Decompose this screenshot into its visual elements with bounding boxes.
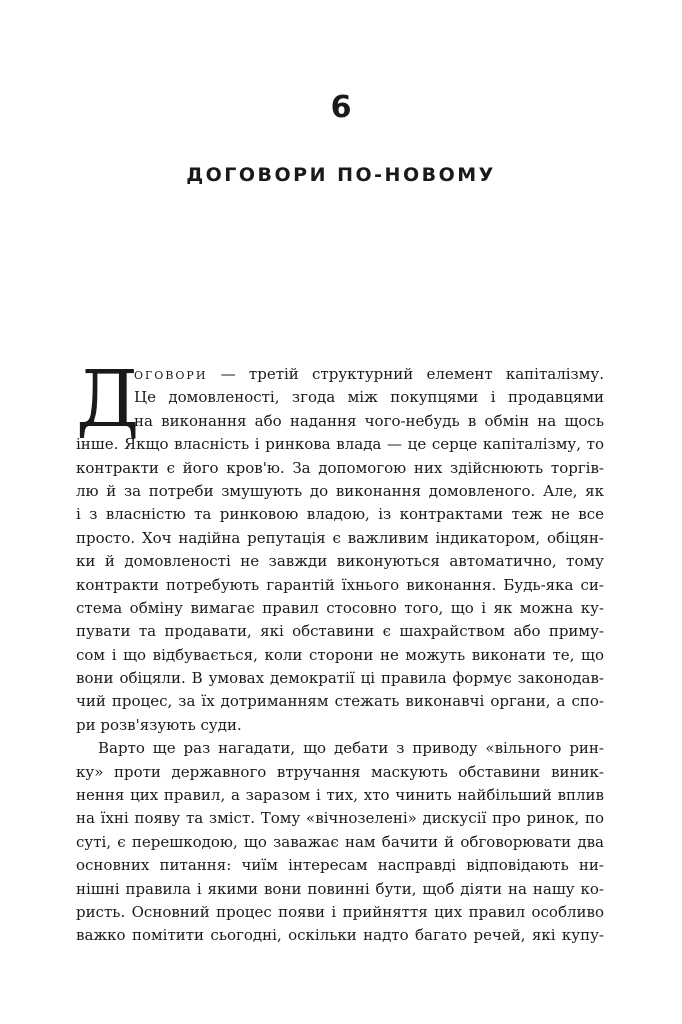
text-line-content: — третій структурний елемент капіталізму. bbox=[207, 365, 604, 383]
text-line: важко помітити сьогодні, оскільки надто багато речей, які купу- bbox=[76, 926, 604, 945]
first-word-small-caps: оговори bbox=[134, 365, 208, 383]
text-line: чий процес, за їх дотриманням стежать виконавчі органи, а спо- bbox=[76, 692, 604, 711]
text-line: Варто ще раз нагадати, що дебати з приводу «вільного рин- bbox=[98, 739, 604, 758]
text-line: нення цих правил, а заразом і тих, хто чинить найбільший вплив bbox=[76, 786, 604, 805]
text-line: ки й домовленості не завжди виконуються автоматично, тому bbox=[76, 552, 604, 571]
text-line: пувати та продавати, які обставини є шахрайством або приму- bbox=[76, 622, 604, 641]
text-line: просто. Хоч надійна репутація є важливим індикатором, обіцян- bbox=[76, 528, 604, 547]
text-line: Це домовленості, згода між покупцями і продавцями bbox=[134, 388, 604, 407]
text-line: основних питання: чиїм інтересам насправді відповідають ни- bbox=[76, 856, 604, 875]
text-line: інше. Якщо власність і ринкова влада — це серце капіталізму, то bbox=[76, 435, 604, 454]
text-line: контракти є його кров'ю. За допомогою них здійснюють торгів- bbox=[76, 458, 604, 477]
chapter-number: 6 bbox=[330, 90, 352, 125]
text-line: лю й за потреби змушують до виконання домовленого. Але, як bbox=[76, 481, 604, 500]
text-line: суті, є перешкодою, що заважає нам бачити й обговорювати два bbox=[76, 832, 604, 851]
text-line: вони обіцяли. В умовах демократії ці правила формує законодав- bbox=[76, 669, 604, 688]
text-line: ку» проти державного втручання маскують обставини виник- bbox=[76, 762, 604, 781]
text-line: на виконання або надання чого-небудь в обмін на щось bbox=[134, 411, 604, 430]
text-line: сом і що відбувається, коли сторони не можуть виконати те, що bbox=[76, 645, 604, 664]
text-line: на їхні появу та зміст. Тому «вічнозелені» дискусії про ринок, по bbox=[76, 809, 604, 828]
text-line: ристь. Основний процес появи і прийняття цих правил особливо bbox=[76, 902, 604, 921]
text-line: нішні правила і якими вони повинні бути, щоб діяти на нашу ко- bbox=[76, 879, 604, 898]
chapter-title: ДОГОВОРИ ПО-НОВОМУ bbox=[186, 164, 496, 186]
text-line bbox=[76, 363, 604, 386]
text-line: стема обміну вимагає правил стосовно того, що і як можна ку- bbox=[76, 598, 604, 617]
drop-cap: Д bbox=[76, 355, 140, 445]
text-line: ри розв'язують суди. bbox=[76, 715, 242, 734]
text-line: контракти потребують гарантій їхнього виконання. Будь-яка си- bbox=[76, 575, 604, 594]
body-text bbox=[76, 355, 604, 948]
text-line: і з власністю та ринковою владою, із контрактами теж не все bbox=[76, 505, 604, 524]
